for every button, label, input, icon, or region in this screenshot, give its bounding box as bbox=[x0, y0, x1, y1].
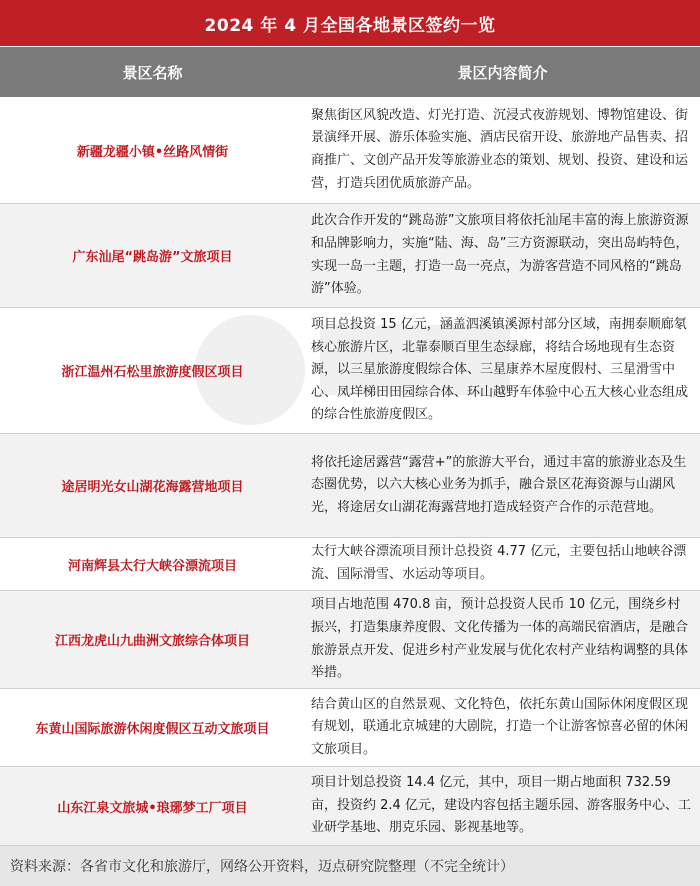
scenic-desc: 太行大峡谷漂流项目预计总投资 4.77 亿元，主要包括山地峡谷漂流、国际滑雪、水运动等项目。 bbox=[311, 544, 687, 582]
scenic-name: 山东江泉文旅城•琅琊梦工厂项目 bbox=[57, 800, 248, 816]
scenic-name: 东黄山国际旅游休闲度假区互动文旅项目 bbox=[35, 722, 270, 737]
scenic-desc: 项目计划总投资 14.4 亿元，其中，项目一期占地面积 732.59 亩，投资约 2.4 亿元，建设内容包括主题乐园、游客服务中心、工业研学基地、朋克乐园、影视基地等。 bbox=[311, 775, 691, 836]
source-note: 资料来源：各省市文化和旅游厅，网络公开资料，迈点研究院整理（不完全统计） bbox=[0, 846, 700, 886]
scenic-name: 广东汕尾“跳岛游”文旅项目 bbox=[72, 250, 233, 265]
scenic-desc: 将依托途居露营“露营+”的旅游大平台，通过丰富的旅游业态及生态圈优势，以六大核心业务为抓手，融合景区花海资源与山湖风光，将途居女山湖花海露营地打造成轻资产合作的示范营地。 bbox=[311, 454, 687, 515]
table-row bbox=[0, 308, 700, 434]
table-body bbox=[0, 97, 700, 846]
table-header bbox=[0, 47, 700, 97]
scenic-name: 江西龙虎山九曲洲文旅综合体项目 bbox=[54, 634, 250, 649]
scenic-desc: 聚焦街区风貌改造、灯光打造、沉浸式夜游规划、博物馆建设、街景演绎开展、游乐体验实施、酒店民宿开设、旅游地产品售卖、招商推广、文创产品开发等旅游业态的策划、规划、投资、建设和运营，打造兵团优质旅游产品。 bbox=[311, 107, 689, 191]
scenic-desc: 项目占地范围 470.8 亩，预计总投资人民币 10 亿元，围绕乡村振兴，打造集康养度假、文化传播为一体的高端民宿酒店，是融合旅游景点开发、促进乡村产业发展与优化农村产业结构调整的具体举措。 bbox=[311, 597, 689, 681]
scenic-name: 新疆龙疆小镇•丝路风情街 bbox=[76, 144, 229, 160]
table-row bbox=[0, 689, 700, 767]
scenic-desc: 此次合作开发的“跳岛游”文旅项目将依托汕尾丰富的海上旅游资源和品牌影响力，实施“陆、海、岛”三方资源联动，突出岛屿特色，实现一岛一主题，打造一岛一亮点，为游客营造不同风格的“跳岛游”体验。 bbox=[311, 213, 689, 297]
scenic-name: 途居明光女山湖花海露营地项目 bbox=[61, 480, 244, 495]
scenic-desc: 结合黄山区的自然景观、文化特色，依托东黄山国际休闲度假区现有规划，联通北京城建的大剧院，打造一个让游客惊喜必留的休闲文旅项目。 bbox=[311, 696, 689, 757]
table-row bbox=[0, 434, 700, 538]
table-row bbox=[0, 591, 700, 689]
scenic-name: 河南辉县太行大峡谷漂流项目 bbox=[67, 558, 237, 574]
table-row bbox=[0, 97, 700, 204]
page-title: 2024 年 4 月全国各地景区签约一览 bbox=[0, 0, 700, 46]
table-row bbox=[0, 538, 700, 591]
header-scenic-name: 景区名称 bbox=[122, 63, 183, 82]
table-row bbox=[0, 767, 700, 846]
table-row bbox=[0, 204, 700, 308]
header-scenic-desc: 景区内容简介 bbox=[457, 63, 548, 82]
scenic-name: 浙江温州石松里旅游度假区项目 bbox=[61, 365, 244, 380]
scenic-desc: 项目总投资 15 亿元，涵盖泗溪镇溪源村部分区域，南拥泰顺廊氡核心旅游片区，北靠泰顺百里生态绿廊，将结合场地现有生态资源，以三星旅游度假综合体、三星康养木屋度假村、三星滑雪中心、凤垟梯田田园综合体、环山越野车体验中心五大核心业态组成的综合性旅游度假区。 bbox=[311, 317, 689, 423]
